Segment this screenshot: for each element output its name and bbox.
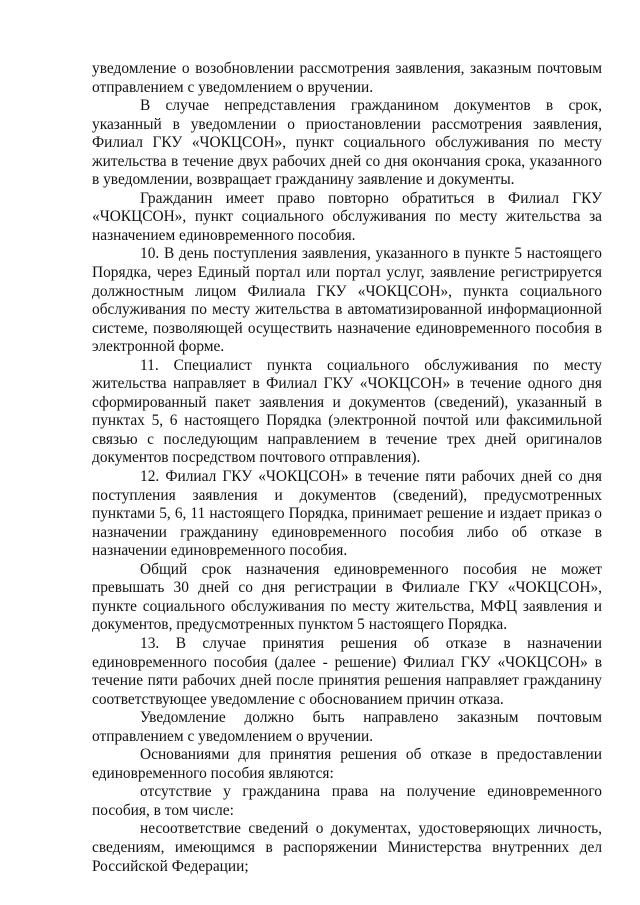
paragraph-5: 11. Специалист пункта социального обслуживания по месту жительства направляет в Филиал ГКУ «ЧОКЦСОН» в течение одного дня сформированный пакет заявления и документов (сведений), указанный в пунктах 5, 6 настоящего Порядка (электронной почтой или факсимильной связью с последующим направлением в течение трех дней оригиналов документов посредством почтового отправления). [92,356,602,467]
document-page [92,60,602,876]
paragraph-11: отсутствие у гражданина права на получение единовременного пособия, в том числе: [92,783,602,819]
paragraph-8: 13. В случае принятия решения об отказе в назначении единовременного пособия (далее - решение) Филиал ГКУ «ЧОКЦСОН» в течение пяти рабочих дней после принятия решения направляет гражданину соответствующее уведомление с обоснованием причин отказа. [92,634,602,708]
paragraph-9: Уведомление должно быть направлено заказным почтовым отправлением с уведомлением о вручении. [92,709,602,745]
paragraph-3: Гражданин имеет право повторно обратиться в Филиал ГКУ «ЧОКЦСОН», пункт социального обслуживания по месту жительства за назначением единовременного пособия. [92,189,602,244]
paragraph-4: 10. В день поступления заявления, указанного в пункте 5 настоящего Порядка, через Единый портал или портал услуг, заявление регистрируется должностным лицом Филиала ГКУ «ЧОКЦСОН», пункта социального обслуживания по месту жительства в автоматизированной информационной системе, позволяющей осуществить назначение единовременного пособия в электронной форме. [92,245,602,356]
paragraph-12: несоответствие сведений о документах, удостоверяющих личность, сведениям, имеющимся в распоряжении Министерства внутренних дел Российской Федерации; [92,820,602,875]
paragraph-7: Общий срок назначения единовременного пособия не может превышать 30 дней со дня регистрации в Филиале ГКУ «ЧОКЦСОН», пункте социального обслуживания по месту жительства, МФЦ заявления и документов, предусмотренных пунктом 5 настоящего Порядка. [92,560,602,634]
paragraph-2: В случае непредставления гражданином документов в срок, указанный в уведомлении о приостановлении рассмотрения заявления, Филиал ГКУ «ЧОКЦСОН», пункт социального обслуживания по месту жительства в течение двух рабочих дней со дня окончания срока, указанного в уведомлении, возвращает гражданину заявление и документы. [92,97,602,189]
paragraph-6: 12. Филиал ГКУ «ЧОКЦСОН» в течение пяти рабочих дней со дня поступления заявления и документов (сведений), предусмотренных пунктами 5, 6, 11 настоящего Порядка, принимает решение и издает приказ о назначении гражданину единовременного пособия либо об отказе в назначении единовременного пособия. [92,468,602,560]
paragraph-1: уведомление о возобновлении рассмотрения заявления, заказным почтовым отправлением с уведомлением о вручении. [92,60,602,96]
paragraph-10: Основаниями для принятия решения об отказе в предоставлении единовременного пособия являются: [92,746,602,782]
